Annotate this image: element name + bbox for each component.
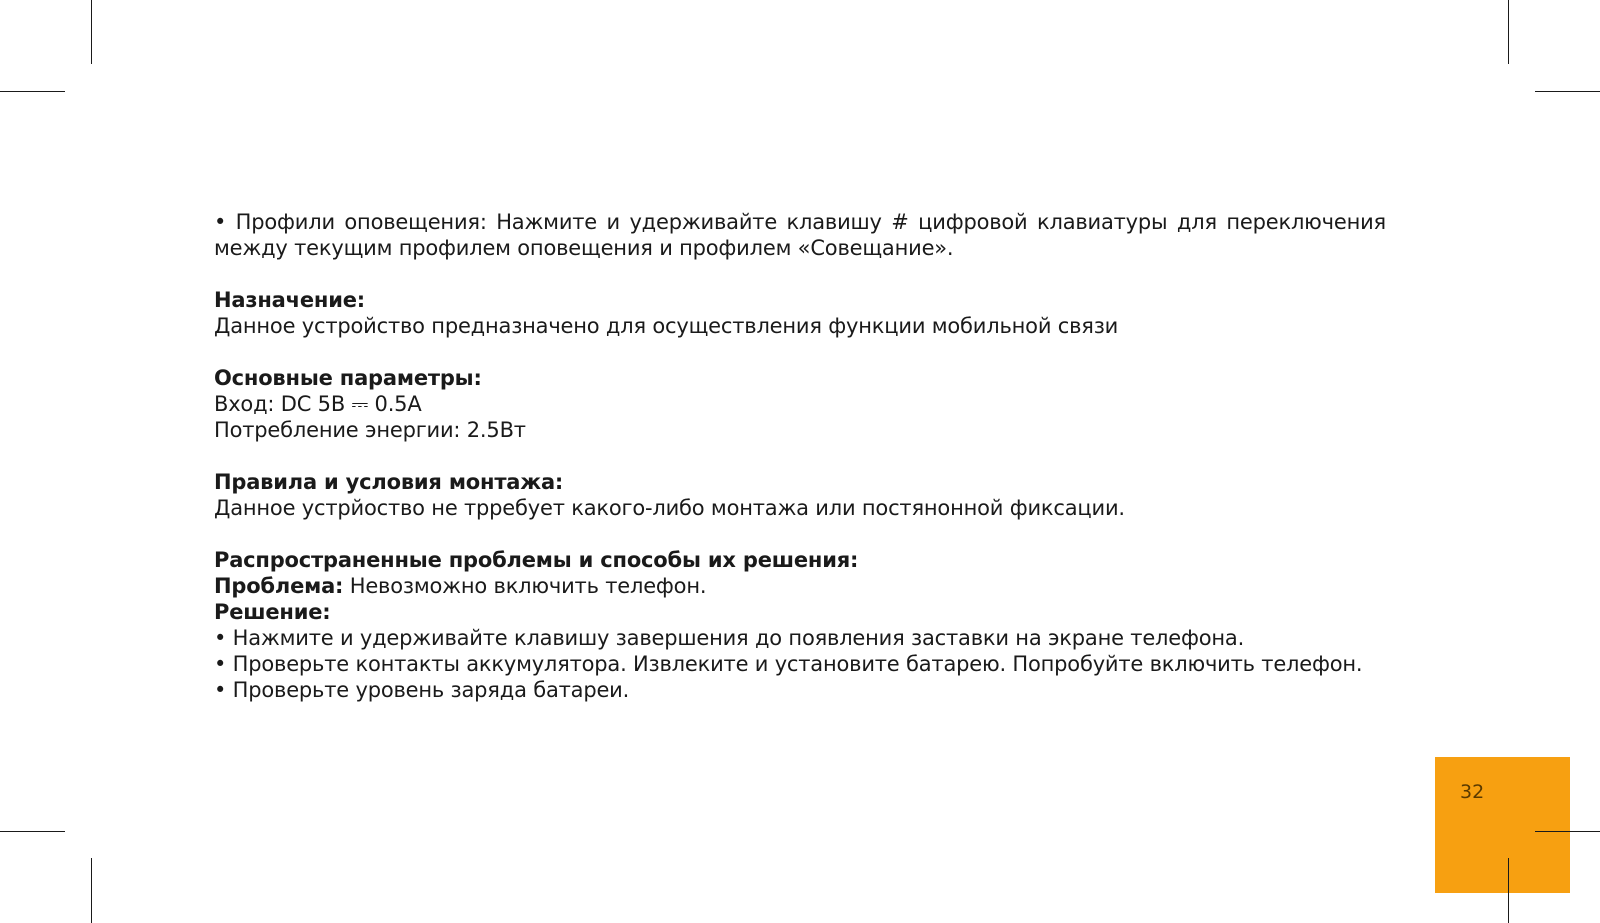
document-body (214, 209, 1386, 703)
crop-mark-top-left-horizontal (0, 91, 65, 92)
page-number-tab (1435, 757, 1570, 893)
crop-mark-bottom-left-vertical (91, 858, 92, 923)
solution-label: Решение: (214, 600, 331, 624)
problem-line (214, 573, 1386, 599)
solution-item: • Нажмите и удерживайте клавишу завершения до появления заставки на экране телефона. (214, 626, 1245, 650)
problems-heading: Распространенные проблемы и способы их решения: (214, 548, 859, 572)
crop-mark-top-right-vertical (1508, 0, 1509, 64)
problem-text: Невозможно включить телефон. (349, 574, 707, 598)
crop-mark-top-left-vertical (91, 0, 92, 64)
mounting-heading: Правила и условия монтажа: (214, 470, 564, 494)
solution-item: • Проверьте уровень заряда батареи. (214, 678, 630, 702)
crop-mark-bottom-right-horizontal (1535, 831, 1600, 832)
params-heading: Основные параметры: (214, 366, 482, 390)
crop-mark-top-right-horizontal (1535, 91, 1600, 92)
crop-mark-bottom-left-horizontal (0, 831, 65, 832)
params-input: Вход: DC 5В ⎓ 0.5А (214, 392, 422, 416)
params-power: Потребление энергии: 2.5Вт (214, 418, 526, 442)
problems-section (214, 547, 1386, 703)
page-number: 32 (1460, 781, 1485, 803)
purpose-text: Данное устройство предназначено для осуществления функции мобильной связи (214, 314, 1119, 338)
solution-item: • Проверьте контакты аккумулятора. Извлеките и установите батарею. Попробуйте включить телефон. (214, 652, 1363, 676)
crop-mark-bottom-right-vertical (1508, 858, 1509, 923)
problem-label: Проблема: (214, 574, 344, 598)
purpose-section (214, 287, 1386, 339)
purpose-heading: Назначение: (214, 288, 365, 312)
profiles-paragraph: • Профили оповещения: Нажмите и удерживайте клавишу # цифровой клавиатуры для переключения между текущим профилем оповещения и профилем «Совещание». (214, 210, 1386, 260)
mounting-text: Данное устрйоство не трребует какого-либо монтажа или постянонной фиксации. (214, 496, 1125, 520)
mounting-section (214, 469, 1386, 521)
params-section (214, 365, 1386, 443)
